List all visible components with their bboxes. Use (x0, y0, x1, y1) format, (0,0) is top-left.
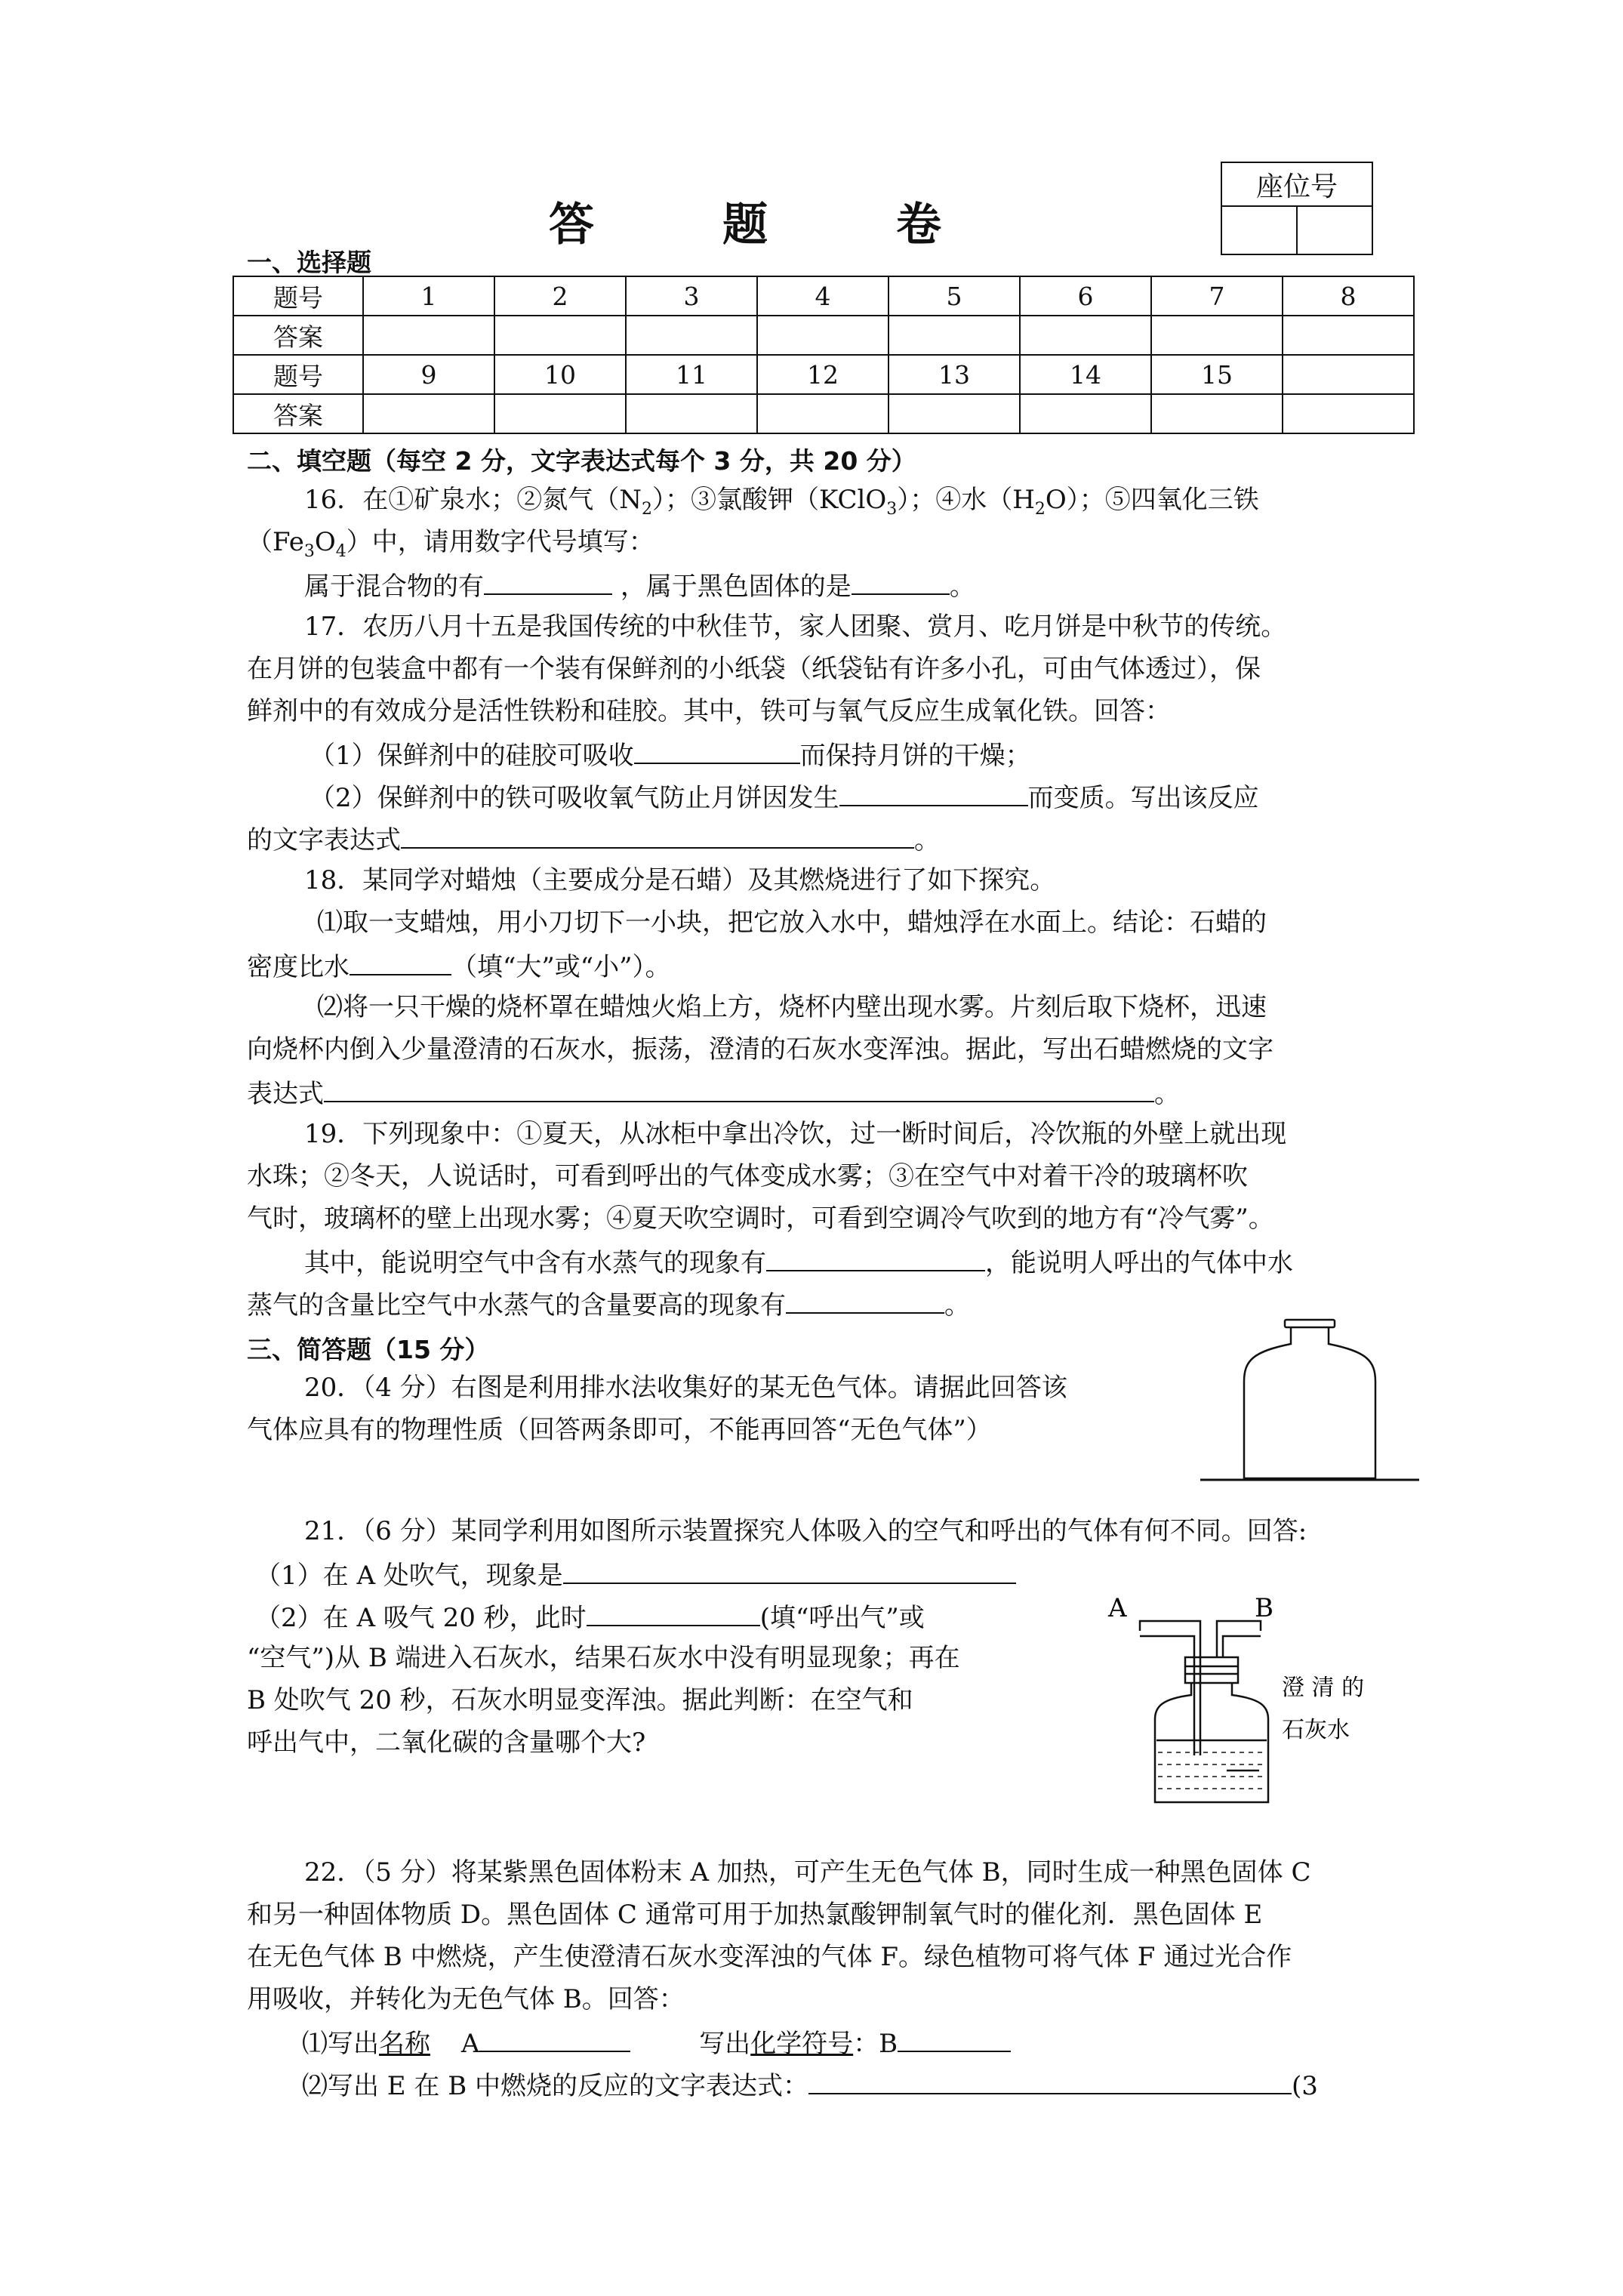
q16-text: ）；③氯酸钾（KClO (652, 485, 887, 515)
q18-text: 表达式 (247, 1079, 324, 1109)
answer-cell[interactable] (1151, 316, 1283, 355)
section-fill-heading: 二、填空题（每空 2 分，文字表达式每个 3 分，共 20 分） (247, 446, 916, 476)
answer-cell[interactable] (363, 394, 494, 433)
q17-line-2: 在月饼的包装盒中都有一个装有保鲜剂的小纸袋（纸袋钻有许多小孔，可由气体透过），保 (247, 654, 1261, 684)
answer-cell[interactable] (494, 394, 626, 433)
q16-sub: 2 (642, 499, 653, 519)
q22-line-3: 在无色气体 B 中燃烧，产生使澄清石灰水变浑浊的气体 F。绿色植物可将气体 F 通过光合作 (247, 1942, 1292, 1972)
question-number: 4 (757, 276, 888, 316)
answer-cell[interactable] (1020, 394, 1151, 433)
q21-text: (填“呼出气”或 (759, 1603, 925, 1633)
label-a: A (1108, 1593, 1127, 1623)
label-limewater-2: 石灰水 (1282, 1717, 1350, 1743)
question-number: 13 (888, 355, 1020, 394)
question-number: 10 (494, 355, 626, 394)
q18-line-1: 18．某同学对蜡烛（主要成分是石蜡）及其燃烧进行了如下探究。 (304, 865, 1056, 895)
q16-text: ，属于黑色固体的是 (620, 572, 852, 602)
answer-cell[interactable] (1283, 394, 1414, 433)
q19-blank-2[interactable] (786, 1288, 944, 1314)
q16-blank-1[interactable] (484, 569, 612, 595)
question-number: 12 (757, 355, 888, 394)
question-number: 2 (494, 276, 626, 316)
q17-text: 而变质。写出该反应 (1027, 783, 1259, 813)
q22-line-4: 用吸收，并转化为无色气体 B。回答： (247, 1984, 685, 2014)
question-number: 14 (1020, 355, 1151, 394)
answer-cell[interactable] (494, 316, 626, 355)
q17-text: （2）保鲜剂中的铁可吸收氧气防止月饼因发生 (310, 783, 839, 813)
q17-text: （1）保鲜剂中的硅胶可吸收 (310, 741, 634, 771)
q22-line-5 (302, 2026, 1449, 2059)
answer-cell[interactable] (1020, 316, 1151, 355)
q16-sub: 2 (1034, 499, 1046, 519)
q18-line-4: ⑵将一只干燥的烧杯罩在蜡烛火焰上方，烧杯内壁出现水雾。片刻后取下烧杯，迅速 (317, 992, 1267, 1022)
q17-blank-1[interactable] (634, 738, 800, 764)
answer-cell[interactable] (363, 316, 494, 355)
q17-line-1: 17．农历八月十五是我国传统的中秋佳节，家人团聚、赏月、吃月饼是中秋节的传统。 (304, 612, 1287, 642)
q19-text: 蒸气的含量比空气中水蒸气的含量要高的现象有 (247, 1290, 786, 1321)
q19-text: 。 (944, 1290, 970, 1321)
q17-blank-3[interactable] (401, 823, 914, 849)
q18-line-5: 向烧杯内倒入少量澄清的石灰水，振荡，澄清的石灰水变浑浊。据此，写出石蜡燃烧的文字 (247, 1034, 1273, 1065)
q16-sub: 3 (303, 541, 315, 561)
q19-text: 其中，能说明空气中含有水蒸气的现象有 (304, 1248, 766, 1278)
q18-text: 。 (1154, 1079, 1180, 1109)
q22-underlined-text: 化学符号 (750, 2029, 854, 2059)
row-label: 题号 (233, 276, 363, 316)
question-number: 15 (1151, 355, 1283, 394)
q18-blank-1[interactable] (350, 950, 451, 975)
q16-text: ）；④水（H (897, 485, 1035, 515)
q17-text: 而保持月饼的干燥； (799, 741, 1031, 771)
table-row (233, 355, 1414, 394)
gas-bottle-diagram (1200, 1314, 1419, 1487)
q19-text: ，能说明人呼出的气体中水 (985, 1248, 1293, 1278)
q21-text: （1）在 A 处吹气，现象是 (255, 1561, 563, 1591)
q21-line-6: 呼出气中，二氧化碳的含量哪个大? (247, 1727, 646, 1758)
q16-text: （Fe (247, 527, 304, 557)
q17-line-3: 鲜剂中的有效成分是活性铁粉和硅胶。其中，铁可与氧气反应生成氧化铁。回答： (247, 696, 1171, 726)
table-row (233, 394, 1414, 433)
label-b: B (1255, 1593, 1273, 1623)
answer-cell[interactable] (1151, 394, 1283, 433)
q16-sub: 4 (335, 541, 346, 561)
question-number: 9 (363, 355, 494, 394)
question-number: 7 (1151, 276, 1283, 316)
q22-text: (3 (1292, 2071, 1318, 2101)
q16-line-2 (247, 527, 1394, 567)
q21-blank-1[interactable] (563, 1558, 1016, 1584)
answer-cell[interactable] (1283, 316, 1414, 355)
q16-text: 属于混合物的有 (304, 572, 484, 602)
label-limewater-1: 澄 清 的 (1282, 1675, 1365, 1701)
row-label: 答案 (233, 394, 363, 433)
q22-blank-a[interactable] (479, 2026, 630, 2052)
seat-number-cell-2[interactable] (1297, 206, 1372, 254)
q17-text: 。 (914, 825, 940, 855)
gas-washing-bottle-icon (1140, 1621, 1268, 1802)
seat-number-box (1221, 162, 1373, 255)
q21-line-1: 21．（6 分）某同学利用如图所示装置探究人体吸入的空气和呼出的气体有何不同。回答: (304, 1516, 1307, 1546)
q18-text: （填“大”或“小”）。 (451, 952, 671, 982)
question-number: 11 (626, 355, 757, 394)
q16-sub: 3 (886, 499, 898, 519)
q18-line-3 (247, 950, 1394, 982)
q16-text: 。 (949, 572, 975, 602)
q18-text: 密度比水 (247, 952, 350, 982)
question-number: 1 (363, 276, 494, 316)
q21-text: （2）在 A 吸气 20 秒，此时 (255, 1603, 587, 1633)
answer-cell[interactable] (888, 316, 1020, 355)
answer-cell[interactable] (626, 316, 757, 355)
section-short-answer-heading: 三、简答题（15 分） (247, 1335, 490, 1364)
question-number (1283, 355, 1414, 394)
q22-line-6 (302, 2069, 1449, 2101)
answer-cell[interactable] (757, 394, 888, 433)
question-number: 3 (626, 276, 757, 316)
gas-collection-bottle-icon (1200, 1320, 1419, 1480)
q20-line-1: 20．（4 分）右图是利用排水法收集好的某无色气体。请据此回答该 (304, 1373, 1067, 1403)
q19-line-4 (304, 1246, 1452, 1278)
q22-blank-c[interactable] (808, 2069, 1292, 2094)
answer-cell[interactable] (888, 394, 1020, 433)
q18-line-2: ⑴取一支蜡烛，用小刀切下一小块，把它放入水中，蜡烛浮在水面上。结论：石蜡的 (317, 908, 1267, 938)
q21-blank-2[interactable] (587, 1601, 760, 1626)
answer-table (233, 276, 1415, 434)
question-number: 5 (888, 276, 1020, 316)
seat-number-label: 座位号 (1221, 162, 1372, 206)
q22-line-1: 22．（5 分）将某紫黑色固体粉末 A 加热，可产生无色气体 B，同时生成一种黑色固体 C (304, 1857, 1311, 1888)
q18-line-6 (247, 1077, 1394, 1109)
q21-line-4: “空气”)从 B 端进入石灰水，结果石灰水中没有明显现象；再在 (247, 1643, 960, 1673)
q17-line-6 (247, 823, 1394, 855)
q22-text: ：B (853, 2029, 898, 2059)
q17-line-4 (310, 738, 1457, 771)
q16-text: ）中，请用数字代号填写： (346, 527, 654, 557)
q17-blank-2[interactable] (839, 781, 1028, 806)
q22-text: ⑵写出 E 在 B 中燃烧的反应的文字表达式： (302, 2071, 809, 2101)
answer-cell[interactable] (757, 316, 888, 355)
q16-blank-2[interactable] (852, 569, 950, 595)
q22-blank-b[interactable] (898, 2026, 1011, 2052)
q16-text: 16．在①矿泉水；②氮气（N (304, 485, 642, 515)
row-label: 答案 (233, 316, 363, 355)
row-label: 题号 (233, 355, 363, 394)
q19-line-1: 19．下列现象中：①夏天，从冰柜中拿出冷饮，过一断时间后，冷饮瓶的外壁上就出现 (304, 1119, 1287, 1149)
question-number: 8 (1283, 276, 1414, 316)
q16-line-3 (304, 569, 1452, 602)
table-row (233, 316, 1414, 355)
question-number: 6 (1020, 276, 1151, 316)
q16-text: O）；⑤四氧化三铁 (1045, 485, 1259, 515)
q16-line-1 (304, 485, 1452, 525)
q22-underlined-text: 名称 (379, 2029, 430, 2059)
answer-cell[interactable] (626, 394, 757, 433)
q16-text: O (314, 527, 336, 557)
q22-text: ⑴写出 (302, 2029, 379, 2059)
q19-line-2: 水珠；②冬天，人说话时，可看到呼出的气体变成水雾；③在空气中对着干冷的玻璃杯吹 (247, 1161, 1248, 1191)
q22-text: A (460, 2029, 480, 2059)
page-title (549, 189, 941, 254)
q21-line-2 (255, 1558, 1403, 1591)
seat-number-cell-1[interactable] (1221, 206, 1297, 254)
q22-line-2: 和另一种固体物质 D。黑色固体 C 通常可用于加热氯酸钾制氧气时的催化剂．黑色固体 E (247, 1900, 1263, 1930)
limewater-apparatus-diagram (1095, 1589, 1397, 1804)
q17-text: 的文字表达式 (247, 825, 401, 855)
q19-line-3: 气时，玻璃杯的壁上出现水雾；④夏天吹空调时，可看到空调冷气吹到的地方有“冷气雾”。 (247, 1203, 1274, 1234)
q20-line-2: 气体应具有的物理性质（回答两条即可，不能再回答“无色气体”） (247, 1415, 992, 1445)
table-row (233, 276, 1414, 316)
title-char-1: 答 (549, 199, 594, 251)
q19-blank-1[interactable] (766, 1246, 985, 1271)
q18-blank-2[interactable] (324, 1077, 1154, 1102)
q17-line-5 (310, 781, 1457, 813)
title-char-2: 题 (722, 199, 768, 251)
q21-line-5: B 处吹气 20 秒，石灰水明显变浑浊。据此判断：在空气和 (247, 1685, 913, 1715)
section-choice-heading: 一、选择题 (247, 248, 371, 277)
q22-text: 写出 (699, 2029, 751, 2059)
title-char-3: 卷 (896, 199, 941, 251)
